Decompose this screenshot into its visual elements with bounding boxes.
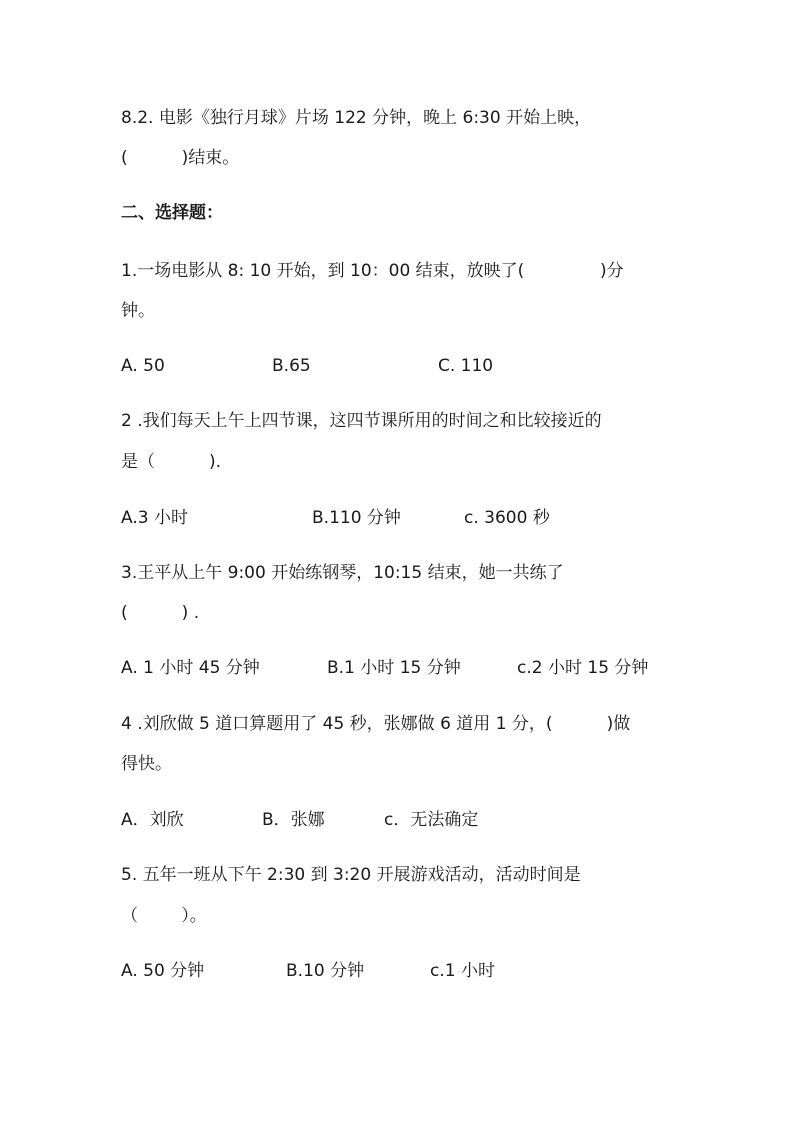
question-1-option-a: A. 50 — [121, 356, 165, 376]
question-3-option-a: A. 1 小时 45 分钟 — [121, 658, 260, 678]
question-3-option-c: c.2 小时 15 分钟 — [517, 658, 649, 678]
question-4-line-1: 4 .刘欣做 5 道口算题用了 45 秒，张娜做 6 道用 1 分，( )做 — [121, 714, 631, 734]
question-2-option-a: A.3 小时 — [121, 508, 188, 528]
question-1-option-b: B.65 — [272, 356, 311, 376]
question-3-option-b: B.1 小时 15 分钟 — [327, 658, 461, 678]
question-8-2-line-1: 8.2. 电影《独行月球》片场 122 分钟，晚上 6:30 开始上映， — [121, 108, 592, 128]
question-5-option-a: A. 50 分钟 — [121, 961, 205, 981]
question-1-option-c: C. 110 — [438, 356, 494, 376]
question-3-line-2: ( ) . — [121, 603, 200, 623]
question-8-2-line-2: ( )结束。 — [121, 148, 240, 168]
question-4-option-b: B．张娜 — [262, 810, 325, 830]
question-3-line-1: 3.王平从上午 9:00 开始练钢琴，10:15 结束，她一共练了 — [121, 563, 564, 583]
question-4-option-c: c．无法确定 — [384, 810, 479, 830]
question-2-line-2: 是（ ). — [121, 452, 222, 472]
section-heading: 二、选择题： — [121, 203, 223, 223]
question-1-line-2: 钟。 — [121, 301, 155, 321]
question-5-option-b: B.10 分钟 — [286, 961, 365, 981]
question-4-option-a: A．刘欣 — [121, 810, 184, 830]
question-5-line-2: （ ）。 — [121, 906, 207, 926]
question-2-option-c: c. 3600 秒 — [464, 508, 550, 528]
question-2-option-b: B.110 分钟 — [312, 508, 401, 528]
question-4-line-2: 得快。 — [121, 754, 172, 774]
question-5-line-1: 5. 五年一班从下午 2:30 到 3:20 开展游戏活动，活动时间是 — [121, 865, 581, 885]
question-5-option-c: c.1 小时 — [430, 961, 495, 981]
question-1-line-1: 1.一场电影从 8: 10 开始，到 10：00 结束，放映了( )分 — [121, 261, 624, 281]
question-2-line-1: 2 .我们每天上午上四节课，这四节课所用的时间之和比较接近的 — [121, 411, 602, 431]
